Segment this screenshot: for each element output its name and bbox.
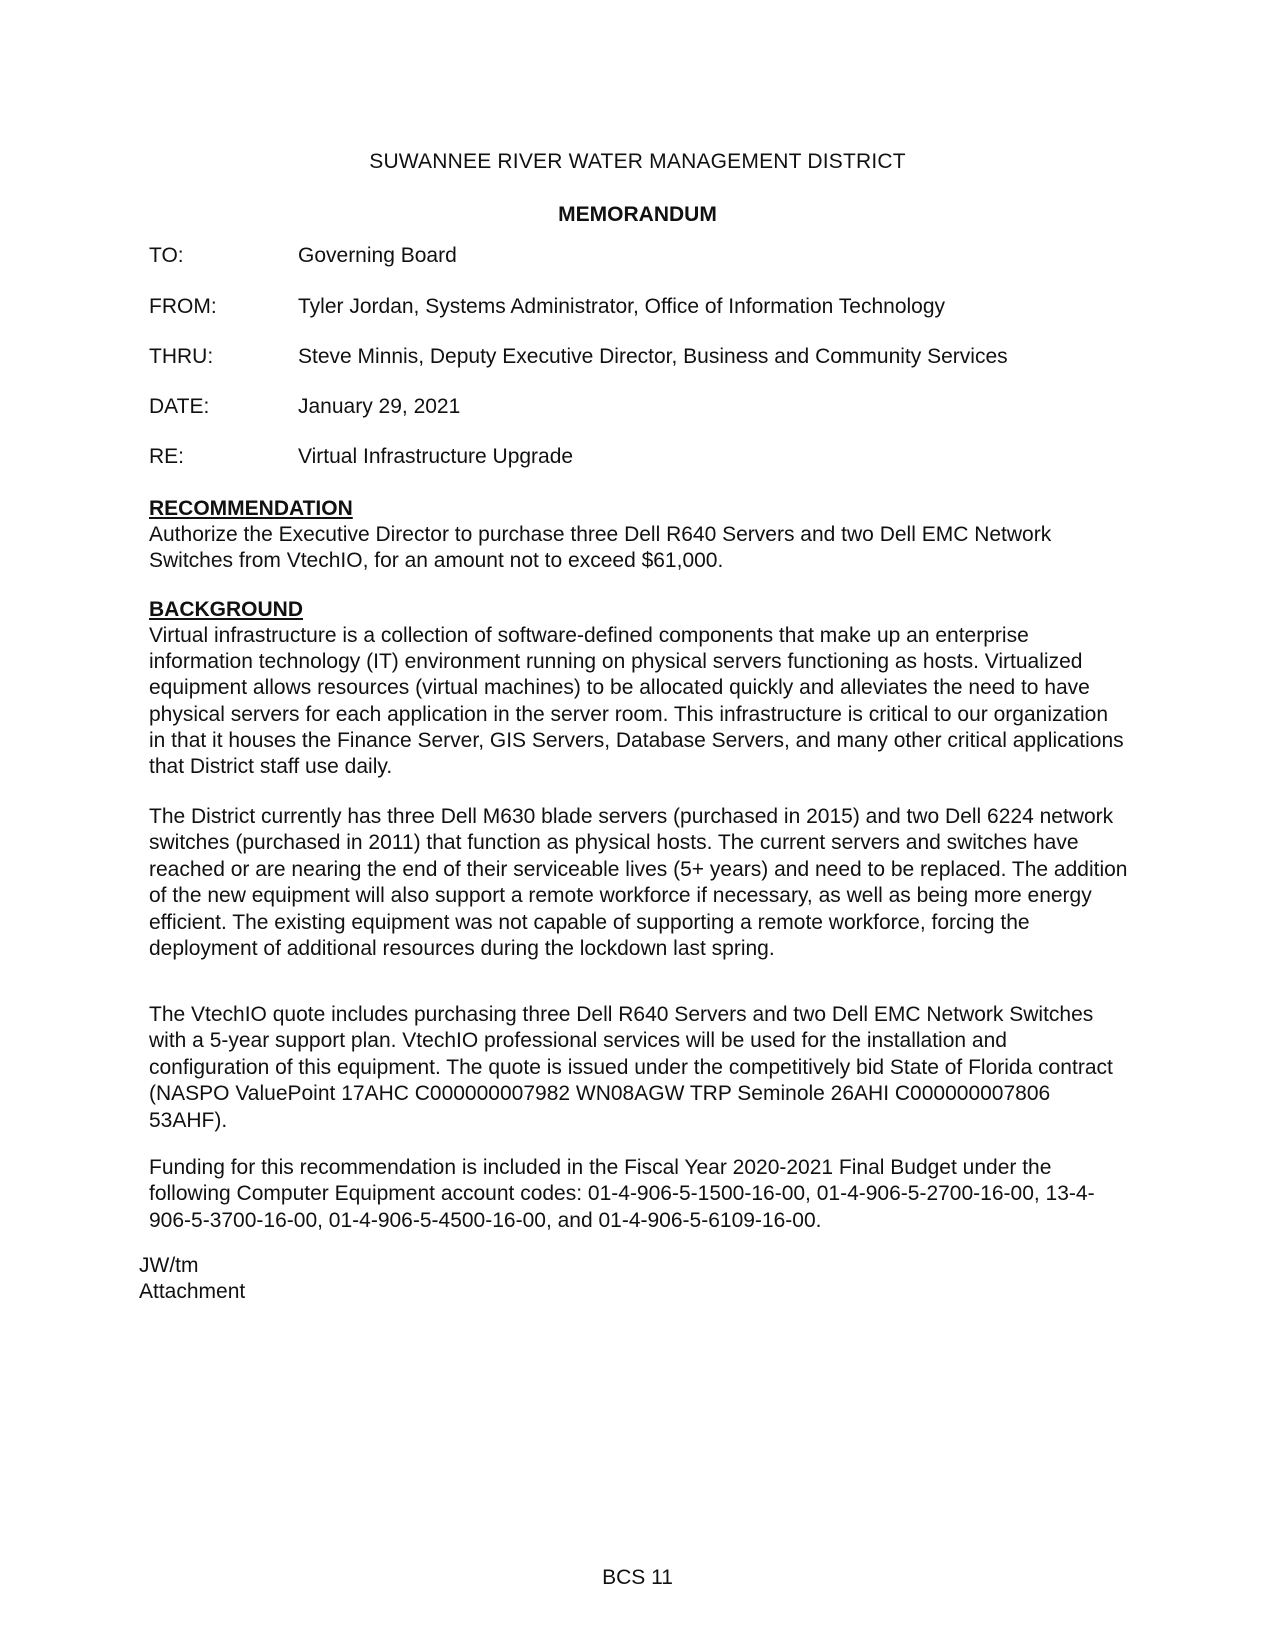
- attachment-note: Attachment: [139, 1280, 246, 1303]
- thru-value: Steve Minnis, Deputy Executive Director, Business and Community Services: [298, 345, 1008, 368]
- organization-name: SUWANNEE RIVER WATER MANAGEMENT DISTRICT: [369, 150, 906, 173]
- from-value: Tyler Jordan, Systems Administrator, Office of Information Technology: [298, 295, 946, 318]
- background-heading: BACKGROUND: [149, 598, 303, 621]
- background-section: [149, 597, 1129, 780]
- recommendation-section: [149, 496, 1129, 574]
- header-from: [149, 294, 1149, 320]
- header-re: [149, 444, 1149, 470]
- initials: JW/tm: [139, 1254, 199, 1277]
- re-label: RE:: [149, 445, 185, 468]
- to-value: Governing Board: [298, 244, 457, 267]
- recommendation-text: Authorize the Executive Director to purchase three Dell R640 Servers and two Dell EMC Network Switches from VtechIO, for an amount not to exceed $61,000.: [149, 523, 1052, 573]
- from-label: FROM:: [149, 295, 217, 318]
- background-paragraph-2: The District currently has three Dell M630 blade servers (purchased in 2015) and two Dell 6224 network switches (purchased in 2011) that function as physical hosts. The current servers and switches have reached or are nearing the end of their serviceable lives (5+ years) and need to be replaced. The addition of the new equipment will also support a remote workforce if necessary, as well as being more energy efficient. The existing equipment was not capable of supporting a remote workforce, forcing the deployment of additional resources during the lockdown last spring.: [149, 805, 1128, 961]
- background-paragraph-1: Virtual infrastructure is a collection of software-defined components that make up an enterprise information technology (IT) environment running on physical servers functioning as hosts. Virtualized equipment allows resources (virtual machines) to be allocated quickly and alleviates the need to have physical servers for each application in the server room. This infrastructure is critical to our organization in that it houses the Finance Server, GIS Servers, Database Servers, and many other critical applications that District staff use daily.: [149, 624, 1124, 779]
- date-label: DATE:: [149, 395, 210, 418]
- recommendation-heading: RECOMMENDATION: [149, 497, 353, 520]
- memo-title: MEMORANDUM: [558, 203, 717, 226]
- thru-label: THRU:: [149, 345, 214, 368]
- page-label: BCS 11: [602, 1566, 673, 1589]
- header-date: [149, 394, 1149, 420]
- background-paragraph-4: Funding for this recommendation is included in the Fiscal Year 2020-2021 Final Budget under the following Computer Equipment account codes: 01-4-906-5-1500-16-00, 01-4-906-5-2700-16-00, 13-4-906-5-3700-16-00, 01-4-906-5-4500-16-00, and 01-4-906-5-6109-16-00.: [149, 1156, 1095, 1232]
- re-value: Virtual Infrastructure Upgrade: [298, 445, 574, 468]
- header-thru: [149, 344, 1149, 370]
- to-label: TO:: [149, 244, 184, 267]
- background-paragraph-3: The VtechIO quote includes purchasing three Dell R640 Servers and two Dell EMC Network Switches with a 5-year support plan. VtechIO professional services will be used for the installation and configuration of this equipment. The quote is issued under the competitively bid State of Florida contract (NASPO ValuePoint 17AHC C000000007982 WN08AGW TRP Seminole 26AHI C000000007806 53AHF).: [149, 1003, 1113, 1132]
- date-value: January 29, 2021: [298, 395, 461, 418]
- header-to: [149, 243, 1149, 269]
